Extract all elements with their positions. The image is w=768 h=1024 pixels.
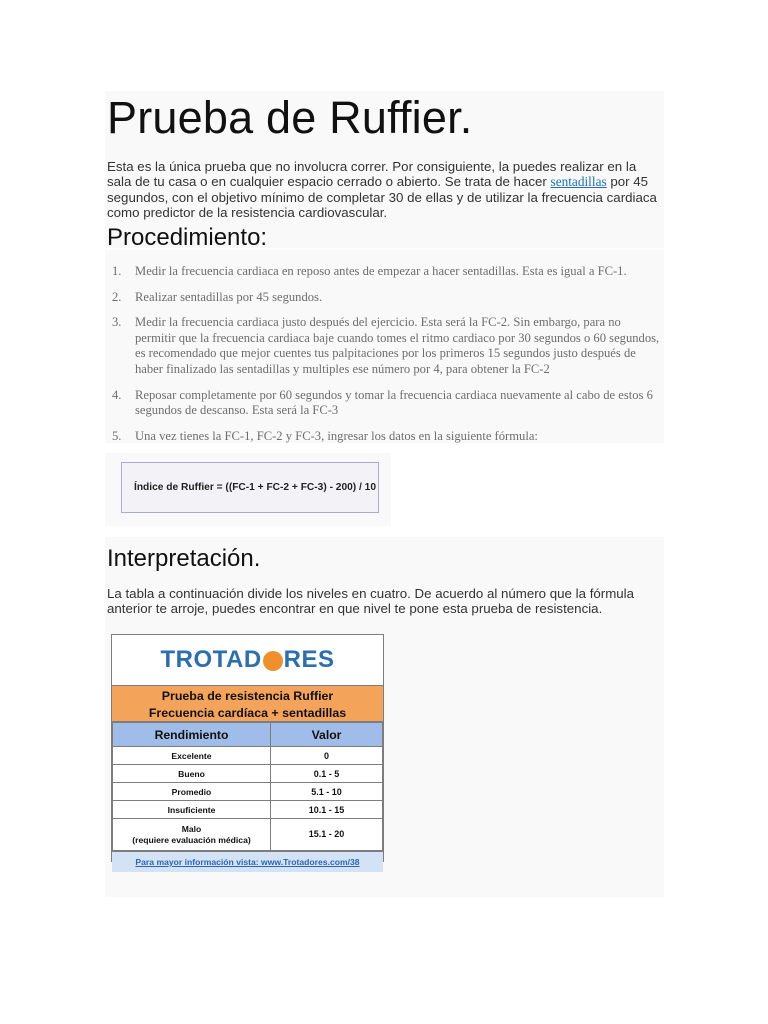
row-label-line2: (requiere evaluación médica) <box>132 834 251 845</box>
step-number: 3. <box>112 315 122 330</box>
row-label: Promedio <box>113 783 271 801</box>
step-text: Una vez tienes la FC-1, FC-2 y FC-3, ingresar los datos en la siguiente fórmula: <box>135 428 538 443</box>
page-title: Prueba de Ruffier. <box>107 92 473 143</box>
procedure-steps <box>107 264 663 454</box>
more-info-link: Para mayor información vista: www.Trotadores.com/38 <box>112 851 383 872</box>
table-title-line1: Prueba de resistencia Ruffier <box>161 689 334 703</box>
row-value: 5.1 - 10 <box>271 783 383 801</box>
col-header-rendimiento: Rendimiento <box>113 723 271 747</box>
row-value: 0.1 - 5 <box>271 765 383 783</box>
row-label-line1: Malo <box>181 823 202 834</box>
list-item <box>107 429 663 445</box>
list-item <box>107 315 663 377</box>
row-value: 10.1 - 15 <box>271 801 383 819</box>
col-header-valor: Valor <box>271 723 383 747</box>
table-title <box>112 685 383 722</box>
ruffier-formula-image: Índice de Ruffier = ((FC-1 + FC-2 + FC-3) - 200) / 10 <box>121 462 379 513</box>
row-value: 0 <box>271 747 383 765</box>
list-item <box>107 388 663 419</box>
row-label: Excelente <box>113 747 271 765</box>
step-number: 4. <box>112 387 122 402</box>
list-item <box>107 264 663 280</box>
trotadores-logo <box>112 635 383 685</box>
ruffier-results-table-image <box>111 634 384 867</box>
intro-text-start: Esta es la única prueba que no involucra correr. Por consiguiente, la puedes realizar en la sala de tu casa o en cualquier espacio cerrado o abierto. Se trata de hacer <box>107 159 637 190</box>
table-row <box>113 819 383 851</box>
step-text: Medir la frecuencia cardiaca justo después del ejercicio. Esta será la FC-2. Sin embargo, para no permitir que la frecuencia cardiaca baje cuando tomes el ritmo cardiaco por 30 segundos o 60 segundos, es recomendado que mejor cuentes tus palpitaciones por los primeros 15 segundos justo después de haber finalizado las sentadillas y multiples ese número por 4, para obtener la FC-2 <box>135 315 660 376</box>
table-title-line2: Frecuencia cardíaca + sentadillas <box>148 706 347 720</box>
table-row <box>113 765 383 783</box>
row-label: Bueno <box>113 765 271 783</box>
sentadillas-link[interactable]: sentadillas <box>550 174 607 190</box>
step-number: 2. <box>112 289 122 304</box>
interpretation-paragraph: La tabla a continuación divide los niveles en cuatro. De acuerdo al número que la fórmula anterior te arroje, puedes encontrar en que nivel te pone esta prueba de resistencia. <box>107 586 635 617</box>
intro-text-end: por 45 segundos, con el objetivo mínimo de completar 30 de ellas y de utilizar la frecuencia cardiaca como predictor de la resistencia cardiovascular. <box>107 174 657 221</box>
table-row <box>113 783 383 801</box>
table-row <box>113 801 383 819</box>
row-value: 15.1 - 20 <box>271 819 383 851</box>
step-number: 1. <box>112 264 122 278</box>
procedure-heading: Procedimiento: <box>107 224 268 251</box>
list-item <box>107 290 663 306</box>
row-label <box>113 819 271 851</box>
row-label: Insuficiente <box>113 801 271 819</box>
step-text: Realizar sentadillas por 45 segundos. <box>135 289 323 304</box>
interpretation-heading: Interpretación. <box>107 545 261 572</box>
table-row <box>113 747 383 765</box>
logo-text-left: TROTAD <box>160 646 262 673</box>
step-text: Reposar completamente por 60 segundos y tomar la frecuencia cardiaca nuevamente al cabo de estos 6 segundos de descanso. Esta será la FC-3 <box>135 387 653 418</box>
table-header-row <box>113 723 383 747</box>
step-text: Medir la frecuencia cardiaca en reposo antes de empezar a hacer sentadillas. Esta es igual a FC-1. <box>135 264 627 278</box>
logo-text-right: RES <box>283 646 335 673</box>
results-table <box>112 722 383 851</box>
runner-ball-icon <box>263 651 283 671</box>
step-number: 5. <box>112 428 122 443</box>
intro-paragraph <box>107 159 663 221</box>
